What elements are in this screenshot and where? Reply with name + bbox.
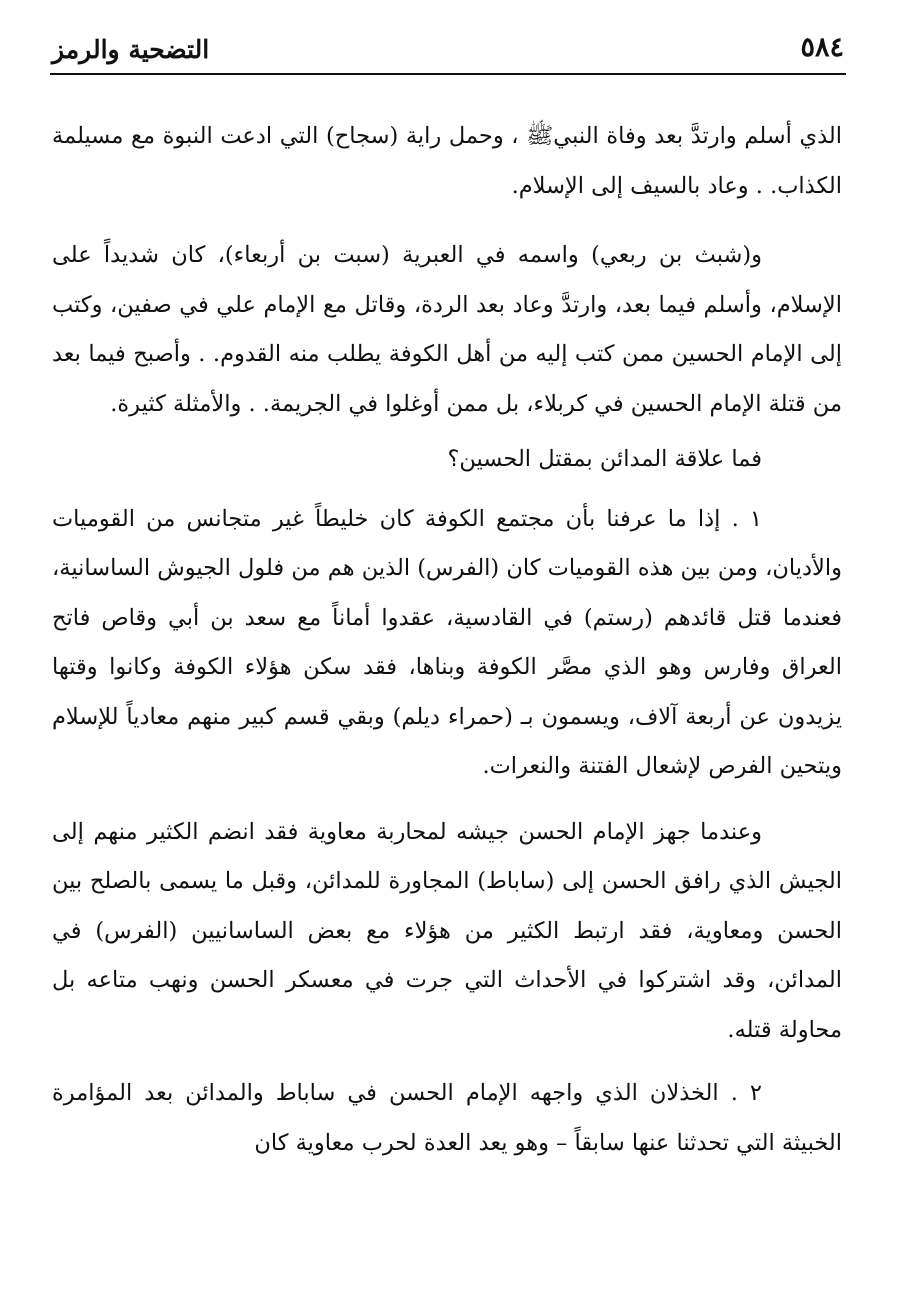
page-body xyxy=(52,112,842,1168)
header-rule xyxy=(50,73,846,75)
paragraph-point-one: ١ . إذا ما عرفنا بأن مجتمع الكوفة كان خليطاً غير متجانس من القوميات والأديان، ومن بين هذه القوميات كان (الفرس) الذين هم من فلول الجيوش الساسانية، فعندما قتل قائدهم (رستم) في القادسية، عقدوا أماناً مع سعد بن أبي وقاص فاتح العراق وفارس وهو الذي مصَّر الكوفة وبناها، فقد سكن هؤلاء الكوفة وكانوا وقتها يزيدون عن أربعة آلاف، ويسمون بـ (حمراء ديلم) وبقي قسم كبير منهم معادياً للإسلام ويتحين الفرص لإشعال الفتنة والنعرات. xyxy=(52,505,842,779)
running-header xyxy=(50,26,846,76)
running-title: التضحية والرمز xyxy=(52,35,210,64)
page-number: ٥٨٤ xyxy=(800,32,844,63)
section-question: فما علاقة المدائن بمقتل الحسين؟ xyxy=(447,446,762,472)
paragraph-continuation: الذي أسلم وارتدَّ بعد وفاة النبيﷺ ، وحمل راية (سجاح) التي ادعت النبوة مع مسيلمة الكذاب. . وعاد بالسيف إلى الإسلام. xyxy=(52,123,842,199)
paragraph-shabath-ibn-rabi: و(شبث بن ربعي) واسمه في العبرية (سبت بن أربعاء)، كان شديداً على الإسلام، وأسلم فيما بعد، وارتدَّ وعاد بعد الردة، وقاتل مع الإمام علي في صفين، وكتب إلى الإمام الحسين ممن كتب إليه من أهل الكوفة يطلب منه القدوم. . وأصبح فيما بعد من قتلة الإمام الحسين في كربلاء، بل ممن أوغلوا في الجريمة. . والأمثلة كثيرة. xyxy=(52,242,842,417)
paragraph-hasan-army: وعندما جهز الإمام الحسن جيشه لمحاربة معاوية فقد انضم الكثير منهم إلى الجيش الذي رافق الحسن إلى (ساباط) المجاورة للمدائن، وقبل ما يسمى بالصلح بين الحسن ومعاوية، فقد ارتبط الكثير من هؤلاء مع بعض الساسانيين (الفرس) في المدائن، وقد اشتركوا في الأحداث التي جرت في معسكر الحسن ونهب متاعه بل محاولة قتله. xyxy=(52,818,842,1043)
paragraph-point-two: ٢ . الخذلان الذي واجهه الإمام الحسن في ساباط والمدائن بعد المؤامرة الخبيثة التي تحدثنا عنها سابقاً – وهو يعد العدة لحرب معاوية كان xyxy=(52,1080,842,1156)
